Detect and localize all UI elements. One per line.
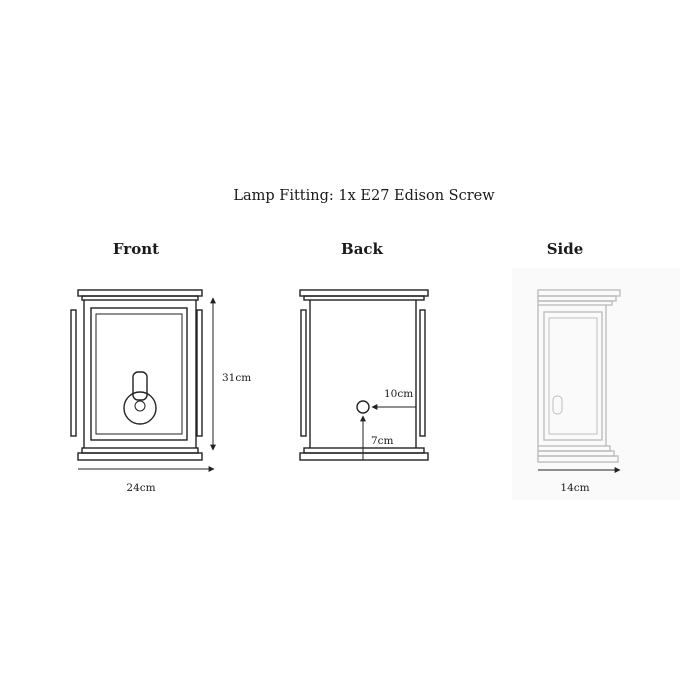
side-view-background (512, 268, 680, 500)
front-view-drawing (71, 290, 202, 460)
front-view-heading: Front (112, 240, 160, 258)
bulb-holder-icon (124, 372, 156, 424)
front-height-label: 31cm (222, 372, 252, 384)
lamp-fitting-title: Lamp Fitting: 1x E27 Edison Screw (233, 188, 495, 204)
cable-entry-hole (357, 401, 369, 413)
hole-side-distance-label: 10cm (384, 388, 414, 400)
side-depth-label: 14cm (560, 482, 590, 494)
back-view-drawing (300, 290, 428, 460)
side-view-drawing (512, 268, 680, 500)
front-width-label: 24cm (126, 482, 156, 494)
hole-bottom-distance-label: 7cm (371, 435, 394, 447)
side-view-heading: Side (546, 240, 584, 258)
back-view-heading: Back (341, 240, 383, 258)
